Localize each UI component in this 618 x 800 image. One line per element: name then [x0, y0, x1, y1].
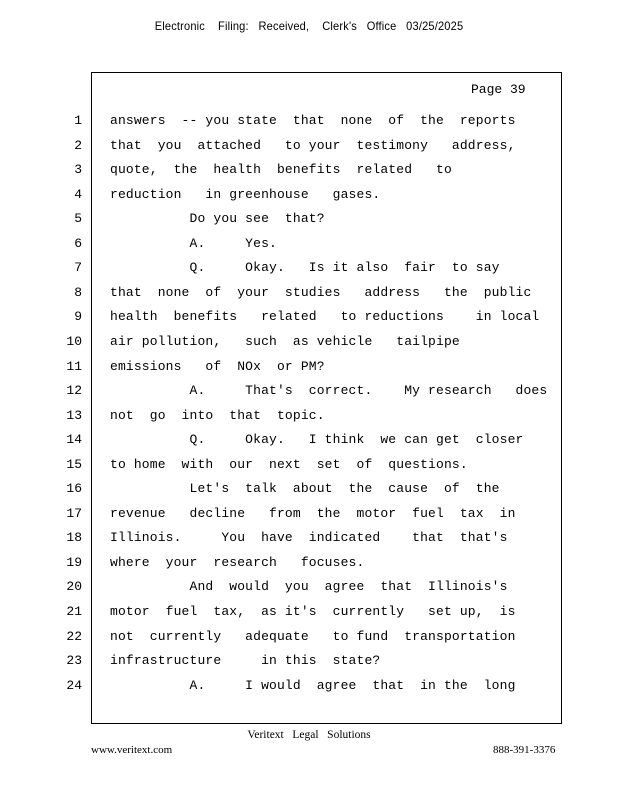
- line-number: 14: [66, 432, 82, 447]
- line-number: 9: [74, 309, 82, 324]
- transcript-line: reduction in greenhouse gases.: [110, 187, 381, 202]
- transcript-line: motor fuel tax, as it's currently set up, is: [110, 604, 516, 619]
- transcript-line: quote, the health benefits related to: [110, 162, 452, 177]
- line-number: 1: [74, 113, 82, 128]
- transcript-line: Q. Okay. Is it also fair to say: [110, 260, 500, 275]
- footer-company: Veritext Legal Solutions: [247, 729, 371, 741]
- line-number: 24: [66, 678, 82, 693]
- line-number: 23: [66, 653, 82, 668]
- transcript-line: Do you see that?: [110, 211, 325, 226]
- line-number: 11: [66, 359, 82, 374]
- line-number: 15: [66, 457, 82, 472]
- page-number: Page 39: [471, 82, 526, 97]
- line-number: 17: [66, 506, 82, 521]
- transcript-line: that none of your studies address the public: [110, 285, 532, 300]
- footer-website: www.veritext.com: [91, 744, 173, 756]
- transcript-line: emissions of NOx or PM?: [110, 359, 325, 374]
- transcript-line: health benefits related to reductions in local: [110, 309, 540, 324]
- filing-stamp: Electronic Filing: Received, Clerk's Office 03/25/2025: [154, 19, 464, 33]
- transcript-line: Let's talk about the cause of the: [110, 481, 500, 496]
- transcript-line: where your research focuses.: [110, 555, 365, 570]
- transcript-line: not currently adequate to fund transportation: [110, 629, 516, 644]
- transcript-line: And would you agree that Illinois's: [110, 579, 508, 594]
- line-number: 4: [74, 187, 82, 202]
- transcript-line: to home with our next set of questions.: [110, 457, 468, 472]
- line-number: 2: [74, 138, 82, 153]
- transcript-line: air pollution, such as vehicle tailpipe: [110, 334, 460, 349]
- transcript-line: A. That's correct. My research does: [110, 383, 548, 398]
- line-number: 19: [66, 555, 82, 570]
- transcript-line: that you attached to your testimony address,: [110, 138, 516, 153]
- line-number: 18: [66, 530, 82, 545]
- line-number: 5: [74, 211, 82, 226]
- line-number: 13: [66, 408, 82, 423]
- line-number: 16: [66, 481, 82, 496]
- transcript-line: A. Yes.: [110, 236, 277, 251]
- line-number: 7: [74, 260, 82, 275]
- transcript-line: answers -- you state that none of the reports: [110, 113, 516, 128]
- transcript-line: Q. Okay. I think we can get closer: [110, 432, 524, 447]
- line-number: 21: [66, 604, 82, 619]
- transcript-line: revenue decline from the motor fuel tax in: [110, 506, 516, 521]
- line-number: 22: [66, 629, 82, 644]
- line-number: 3: [74, 162, 82, 177]
- line-number: 10: [66, 334, 82, 349]
- line-number: 6: [74, 236, 82, 251]
- line-number: 8: [74, 285, 82, 300]
- transcript-line: A. I would agree that in the long: [110, 678, 516, 693]
- footer-phone: 888-391-3376: [493, 744, 556, 756]
- line-number: 20: [66, 579, 82, 594]
- transcript-line: infrastructure in this state?: [110, 653, 381, 668]
- line-number: 12: [66, 383, 82, 398]
- transcript-line: not go into that topic.: [110, 408, 325, 423]
- transcript-line: Illinois. You have indicated that that's: [110, 530, 508, 545]
